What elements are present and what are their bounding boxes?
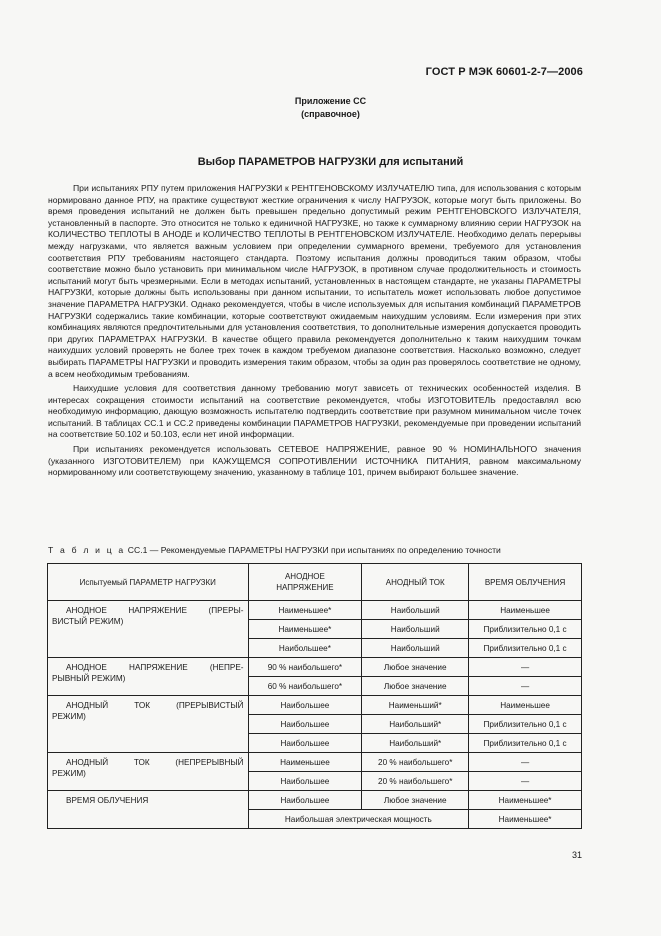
cell-current: Любое значение — [362, 658, 469, 677]
param-cell: АНОДНЫЙ ТОК (НЕПРЕРЫВНЫЙ РЕЖИМ) — [48, 753, 249, 791]
cell-voltage: Наибольшее — [248, 772, 362, 791]
cell-current: Наибольший* — [362, 734, 469, 753]
table-row — [48, 696, 582, 715]
cell-time: Наименьшее — [469, 601, 582, 620]
cell-current: Наибольший* — [362, 715, 469, 734]
cell-voltage: Наибольшее — [248, 696, 362, 715]
cell-time: — — [469, 677, 582, 696]
cell-current: Наименьший* — [362, 696, 469, 715]
cell-current: Любое значение — [362, 677, 469, 696]
cell-current: 20 % наибольшего* — [362, 772, 469, 791]
cell-time: Приблизительно 0,1 с — [469, 715, 582, 734]
cell-time: — — [469, 772, 582, 791]
table-caption — [48, 545, 581, 555]
cell-voltage: Наибольшее — [248, 791, 362, 810]
cell-voltage: Наименьшее — [248, 753, 362, 772]
param-cell: АНОДНЫЙ ТОК (ПРЕРЫВИСТЫЙ РЕЖИМ) — [48, 696, 249, 753]
cell-voltage: Наименьшее* — [248, 620, 362, 639]
table-row — [48, 753, 582, 772]
cell-time: Приблизительно 0,1 с — [469, 620, 582, 639]
paragraph: При испытаниях рекомендуется использовать СЕТЕВОЕ НАПРЯЖЕНИЕ, равное 90 % НОМИНАЛЬНОГО значения (указанного ИЗГОТОВИТЕЛЕМ) при КАЖУЩЕМСЯ СОПРОТИВЛЕНИИ ИСТОЧНИКА ПИТАНИЯ, равном максимальному нормированному или соответствующему значению, указанному в таблице 101, причем выбирают большее значение. — [48, 444, 581, 478]
param-cell: АНОДНОЕ НАПРЯЖЕНИЕ (НЕПРЕ- РЫВНЫЙ РЕЖИМ) — [48, 658, 249, 696]
cell-current: Наибольший — [362, 601, 469, 620]
annex-title: Выбор ПАРАМЕТРОВ НАГРУЗКИ для испытаний — [197, 156, 464, 168]
annex-label: Приложение СС — [294, 96, 367, 106]
cell-time: Приблизительно 0,1 с — [469, 639, 582, 658]
cell-combined-power: Наибольшая электрическая мощность — [248, 810, 469, 829]
table-caption-label: Т а б л и ц а — [48, 545, 126, 555]
load-parameters-table — [47, 563, 582, 829]
standard-designation: ГОСТ Р МЭК 60601-2-7—2006 — [425, 66, 583, 78]
header-param: Испытуемый ПАРАМЕТР НАГРУЗКИ — [48, 564, 249, 601]
cell-voltage: Наибольшее* — [248, 639, 362, 658]
cell-time: Наименьшее — [469, 696, 582, 715]
header-anode-voltage: АНОДНОЕ НАПРЯЖЕНИЕ — [248, 564, 362, 601]
table-caption-text: СС.1 — Рекомендуемые ПАРАМЕТРЫ НАГРУЗКИ при испытаниях по определению точности — [127, 545, 501, 555]
cell-time: Приблизительно 0,1 с — [469, 734, 582, 753]
cell-voltage: Наибольшее — [248, 734, 362, 753]
page-number: 31 — [571, 850, 582, 860]
cell-voltage: 90 % наибольшего* — [248, 658, 362, 677]
table-row — [48, 791, 582, 810]
paragraph: Наихудшие условия для соответствия данному требованию могут зависеть от технических особенностей изделия. В интересах сокращения стоимости испытаний на соответствие рекомендуется, чтобы ИЗГОТОВИТЕЛЬ предоставлял всю необходимую информацию, дающую возможность испытателю подтвердить соответствие при разумном минимальном числе точек испытаний. В таблицах СС.1 и СС.2 приведены комбинации ПАРАМЕТРОВ НАГРУЗКИ, рекомендуемые при проведении испытаний на соответствие 50.102 и 50.103, если нет иной информации. — [48, 383, 581, 440]
cell-current: Наибольший — [362, 620, 469, 639]
table-row — [48, 601, 582, 620]
cell-time: Наименьшее* — [469, 791, 582, 810]
paragraph: При испытаниях РПУ путем приложения НАГРУЗКИ к РЕНТГЕНОВСКОМУ ИЗЛУЧАТЕЛЮ типа, для использования с которым нормировано данное РПУ, на практике существуют жесткие ограничения к числу НАГРУЗОК, которые могут быть приложены. Во время проведения испытаний не должен быть превышен предельно допустимый режим РЕНТГЕНОВСКОГО ИЗЛУЧАТЕЛЯ, установленный в паспорте. Это относится не только к единичной НАГРУЗКЕ, но также к суммарному влиянию серии НАГРУЗОК на КОЛИЧЕСТВО ТЕПЛОТЫ В АНОДЕ и КОЛИЧЕСТВО ТЕПЛОТЫ В РЕНТГЕНОВСКОМ ИЗЛУЧАТЕЛЕ. Необходимо делать перерывы между нагрузками, что является важным условием при определении суммарного времени, требуемого для установления соответствия РПУ требованиям настоящего стандарта. Поэтому испытания должны проводиться таким образом, чтобы соответствие можно было установить при минимальном числе НАГРУЗОК, в противном случае продолжительность и стоимость испытаний могут быть чрезмерными. Если в методах испытаний, установленных в настоящем стандарте, не указаны ПАРАМЕТРЫ НАГРУЗКИ, которые должны быть использованы при данном испытании, то испытатель может использовать любое допустимое значение ПАРАМЕТРА НАГРУЗКИ. Однако рекомендуется, чтобы в числе используемых для испытания комбинаций ПАРАМЕТРОВ НАГРУЗКИ содержались такие комбинации, которые соответствуют ожидаемым наихудшим условиям. Если измерения при этих комбинациях являются предпочтительными для установления соответствия, то дополнительные измерения допускается проводить при других ПАРАМЕТРАХ НАГРУЗКИ. В качестве общего правила рекомендуется дополнительно к таким наихудшим точкам наихудших условий проверять не более трех точек в каждом требуемом диапазоне соответствия. Насколько возможно, следует выбирать ПАРАМЕТРЫ НАГРУЗКИ и проводить измерения таким образом, чтобы за один раз проверялось соответствие не одному, а всем необходимым требованиям. — [48, 183, 581, 379]
cell-time: — — [469, 658, 582, 677]
cell-voltage: Наименьшее* — [248, 601, 362, 620]
cell-current: 20 % наибольшего* — [362, 753, 469, 772]
cell-time: Наименьшее* — [469, 810, 582, 829]
cell-time: — — [469, 753, 582, 772]
body-text — [48, 183, 581, 482]
param-cell: АНОДНОЕ НАПРЯЖЕНИЕ (ПРЕРЫ- ВИСТЫЙ РЕЖИМ) — [48, 601, 249, 658]
annex-type: (справочное) — [301, 109, 360, 119]
table-row — [48, 658, 582, 677]
cell-voltage: 60 % наибольшего* — [248, 677, 362, 696]
cell-current: Наибольший — [362, 639, 469, 658]
annex-heading — [0, 95, 661, 121]
cell-voltage: Наибольшее — [248, 715, 362, 734]
cell-current: Любое значение — [362, 791, 469, 810]
header-exposure-time: ВРЕМЯ ОБЛУЧЕНИЯ — [469, 564, 582, 601]
header-anode-current: АНОДНЫЙ ТОК — [362, 564, 469, 601]
param-cell: ВРЕМЯ ОБЛУЧЕНИЯ — [48, 791, 249, 829]
table-header-row — [48, 564, 582, 601]
